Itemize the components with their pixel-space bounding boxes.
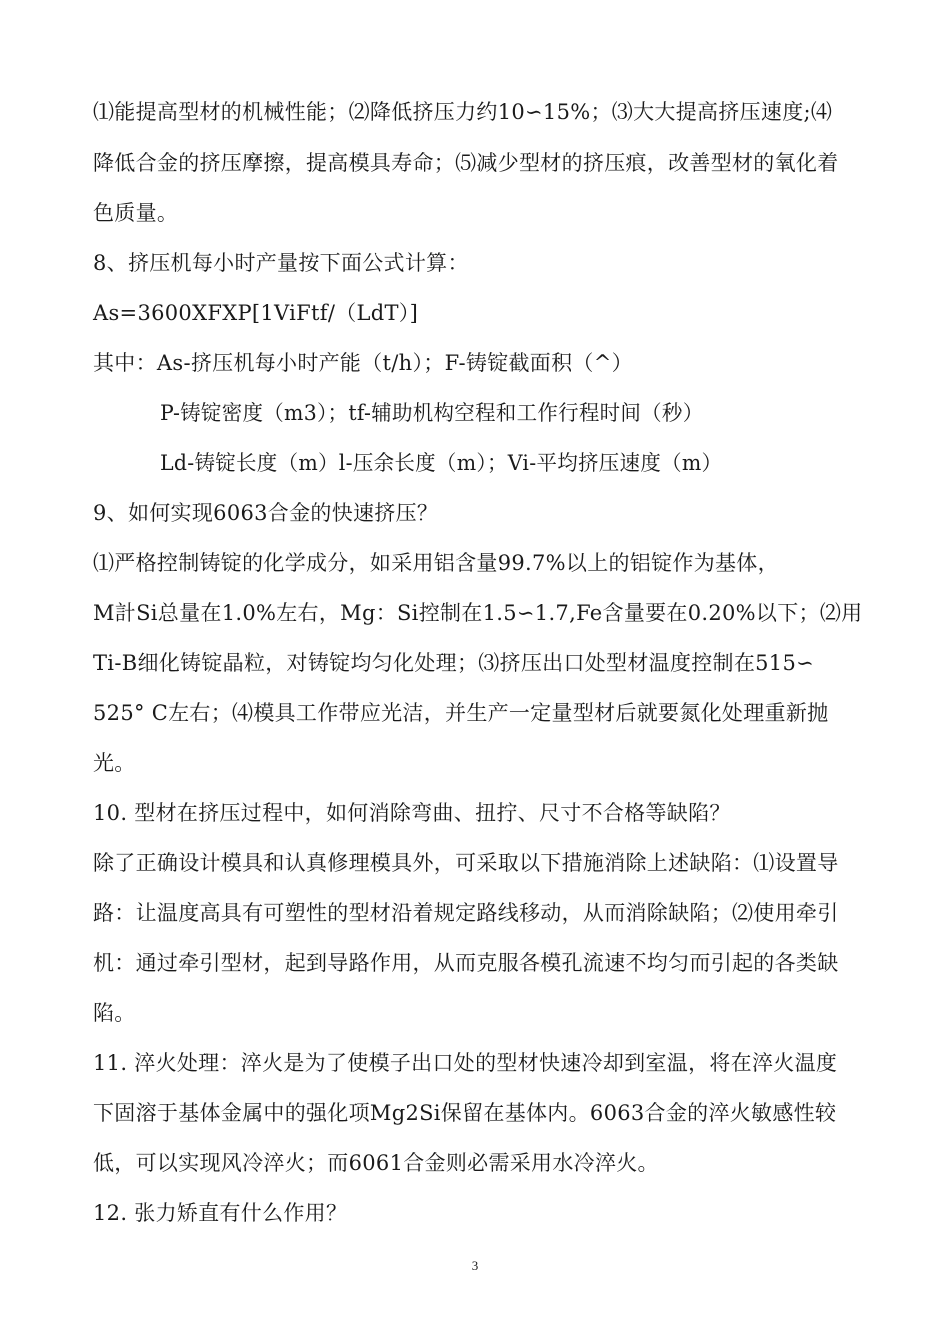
page-number: 3	[471, 1258, 479, 1273]
text-line: 陷。	[93, 1001, 136, 1025]
text-line: 525° C左右；⑷模具工作带应光洁，并生产一定量型材后就要氮化处理重新抛	[93, 701, 829, 725]
text-line: Ld-铸锭长度（m）l-压余长度（m）；Vi-平均挤压速度（m）	[160, 451, 723, 475]
text-line: P-铸锭密度（m3）；tf-辅助机构空程和工作行程时间（秒）	[160, 401, 704, 425]
text-line: 光。	[93, 751, 136, 775]
section-heading: 11. 淬火处理：淬火是为了使模子出口处的型材快速冷却到室温，将在淬火温度	[93, 1051, 838, 1075]
section-heading: 10. 型材在挤压过程中，如何消除弯曲、扭拧、尺寸不合格等缺陷？	[93, 801, 731, 825]
text-line: 机：通过牵引型材，起到导路作用，从而克服各模孔流速不均匀而引起的各类缺	[93, 951, 839, 975]
text-line: Ti-B细化铸锭晶粒，对铸锭均匀化处理；⑶挤压出口处型材温度控制在515∽	[93, 651, 815, 675]
text-line: 下固溶于基体金属中的强化项Mg2Si保留在基体内。6063合金的淬火敏感性较	[93, 1101, 837, 1125]
section-heading: 8、挤压机每小时产量按下面公式计算：	[93, 251, 469, 275]
formula: As=3600XFXP[1ViFtf/（LdT）]	[93, 301, 419, 325]
text-line: M計Si总量在1.0%左右，Mg：Si控制在1.5∽1.7,Fe含量要在0.20%以下；⑵用	[93, 601, 863, 625]
text-line: 除了正确设计模具和认真修理模具外，可采取以下措施消除上述缺陷：⑴设置导	[93, 851, 839, 875]
text-line: 路：让温度高具有可塑性的型材沿着规定路线移动，从而消除缺陷；⑵使用牵引	[93, 901, 839, 925]
text-line: 低，可以实现风冷淬火；而6061合金则必需采用水冷淬火。	[93, 1151, 659, 1175]
text-line: 降低合金的挤压摩擦，提高模具寿命；⑸减少型材的挤压痕，改善型材的氧化着	[93, 151, 839, 175]
text-line: ⑴严格控制铸锭的化学成分，如采用铝含量99.7%以上的铝锭作为基体，	[93, 551, 779, 575]
section-heading: 12. 张力矫直有什么作用？	[93, 1201, 348, 1225]
text-line: 其中：As-挤压机每小时产能（t/h）；F-铸锭截面积（^）	[93, 351, 633, 375]
text-line: 色质量。	[93, 201, 179, 225]
text-line: ⑴能提高型材的机械性能；⑵降低挤压力约10∽15%；⑶大大提高挤压速度;⑷	[93, 100, 833, 124]
section-heading: 9、如何实现6063合金的快速挤压？	[93, 501, 439, 525]
